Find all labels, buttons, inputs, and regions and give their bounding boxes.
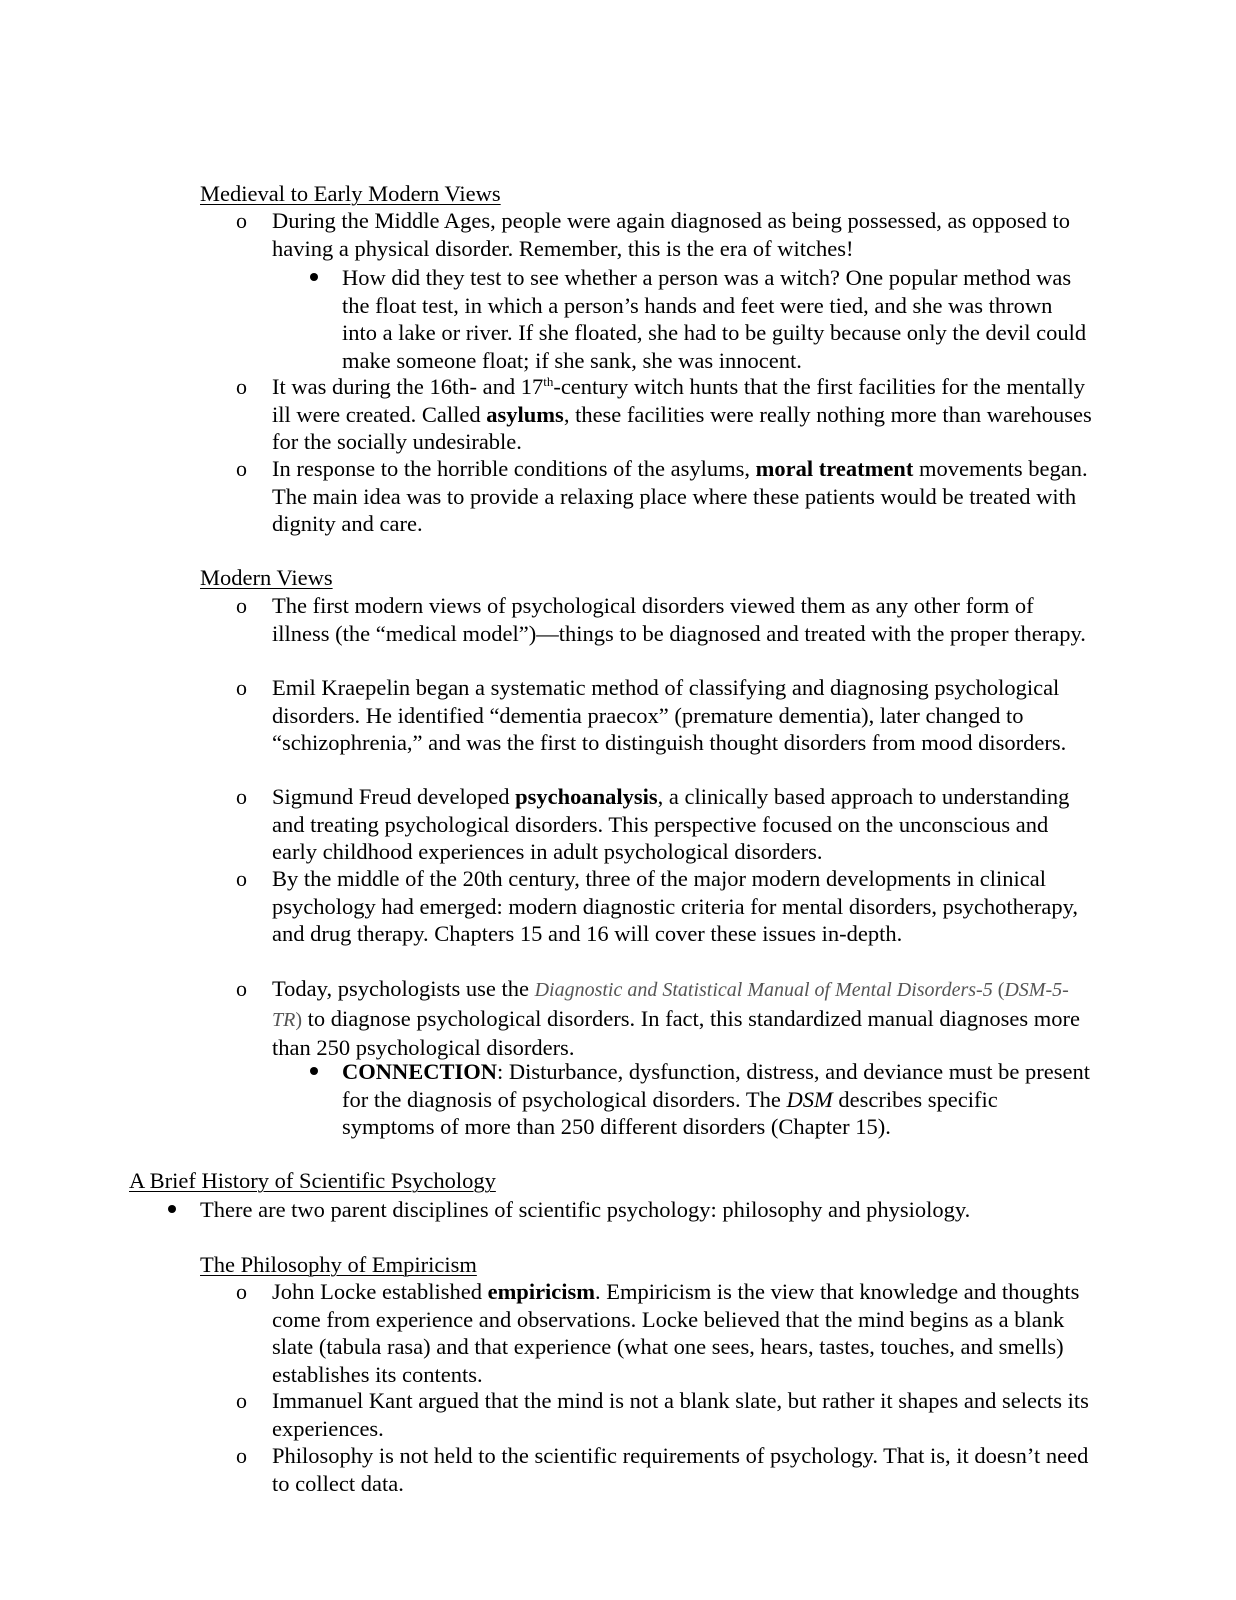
bullet-icon bbox=[168, 1205, 176, 1213]
list-item: How did they test to see whether a person was a witch? One popular method was the float test, in which a person’s hands and feet were tied, and she was thrown into a lake or river. If she floated, she had to be guilty because only the devil could make someone float; if she sank, she was innocent. bbox=[342, 264, 1092, 374]
list-item: o Today, psychologists use the Diagnostic and Statistical Manual of Mental Disorders-5 (DSM-5-TR) to diagnose psychological disorders. In fact, this standardized manual diagnoses more than 250 psychological disorders. bbox=[236, 976, 1080, 1060]
list-item: o Sigmund Freud developed psychoanalysis, a clinically based approach to understanding and treating psychological disorders. This perspective focused on the unconscious and early childhood experiences in adult psychological disorders. bbox=[236, 784, 1070, 864]
list-item: There are two parent disciplines of scientific psychology: philosophy and physiology. bbox=[200, 1196, 1100, 1224]
circle-bullet-icon: o bbox=[236, 675, 247, 700]
heading-medieval: Medieval to Early Modern Views bbox=[200, 181, 501, 206]
list-item: o Emil Kraepelin began a systematic method of classifying and diagnosing psychological disorders. He identified “dementia praecox” (premature dementia), later changed to “schizophrenia,” and was the first to distinguish thought disorders from mood disorders. bbox=[236, 675, 1067, 755]
heading-modern-views: Modern Views bbox=[200, 565, 333, 590]
circle-bullet-icon: o bbox=[236, 456, 247, 481]
list-item: o It was during the 16th- and 17th-century witch hunts that the first facilities for the mentally ill were created. Called asylums, these facilities were really nothing more than warehouses for the socially undesirable. bbox=[236, 374, 1092, 454]
list-item: o During the Middle Ages, people were again diagnosed as being possessed, as opposed to having a physical disorder. Remember, this is the era of witches! bbox=[236, 208, 1070, 261]
heading-empiricism: The Philosophy of Empiricism bbox=[200, 1252, 477, 1277]
list-item: o Immanuel Kant argued that the mind is not a blank slate, but rather it shapes and selects its experiences. bbox=[236, 1388, 1089, 1441]
circle-bullet-icon: o bbox=[236, 593, 247, 618]
circle-bullet-icon: o bbox=[236, 1279, 247, 1304]
list-item: CONNECTION: Disturbance, dysfunction, distress, and deviance must be present for the diagnosis of psychological disorders. The DSM describes specific symptoms of more than 250 different disorders (Chapter 15). bbox=[342, 1058, 1092, 1141]
circle-bullet-icon: o bbox=[236, 208, 247, 233]
circle-bullet-icon: o bbox=[236, 1388, 247, 1413]
list-item: o By the middle of the 20th century, three of the major modern developments in clinical psychology had emerged: modern diagnostic criteria for mental disorders, psychotherapy, and drug therapy. Chapters 15 and 16 will cover these issues in-depth. bbox=[236, 866, 1079, 946]
list-item: o In response to the horrible conditions of the asylums, moral treatment movements began. The main idea was to provide a relaxing place where these patients would be treated with dignity and care. bbox=[236, 456, 1088, 536]
circle-bullet-icon: o bbox=[236, 976, 247, 1001]
list-item: o The first modern views of psychological disorders viewed them as any other form of illness (the “medical model”)—things to be diagnosed and treated with the proper therapy. bbox=[236, 593, 1086, 646]
circle-bullet-icon: o bbox=[236, 1443, 247, 1468]
circle-bullet-icon: o bbox=[236, 784, 247, 809]
list-item: o John Locke established empiricism. Empiricism is the view that knowledge and thoughts come from experience and observations. Locke believed that the mind begins as a blank slate (tabula rasa) and that experience (what one sees, hears, tastes, touches, and smells) establishes its contents. bbox=[236, 1279, 1080, 1387]
heading-brief-history: A Brief History of Scientific Psychology bbox=[129, 1168, 496, 1193]
circle-bullet-icon: o bbox=[236, 374, 247, 399]
list-item: o Philosophy is not held to the scientific requirements of psychology. That is, it doesn’t need to collect data. bbox=[236, 1443, 1089, 1496]
circle-bullet-icon: o bbox=[236, 866, 247, 891]
bullet-icon bbox=[310, 273, 318, 281]
bullet-icon bbox=[310, 1067, 318, 1075]
